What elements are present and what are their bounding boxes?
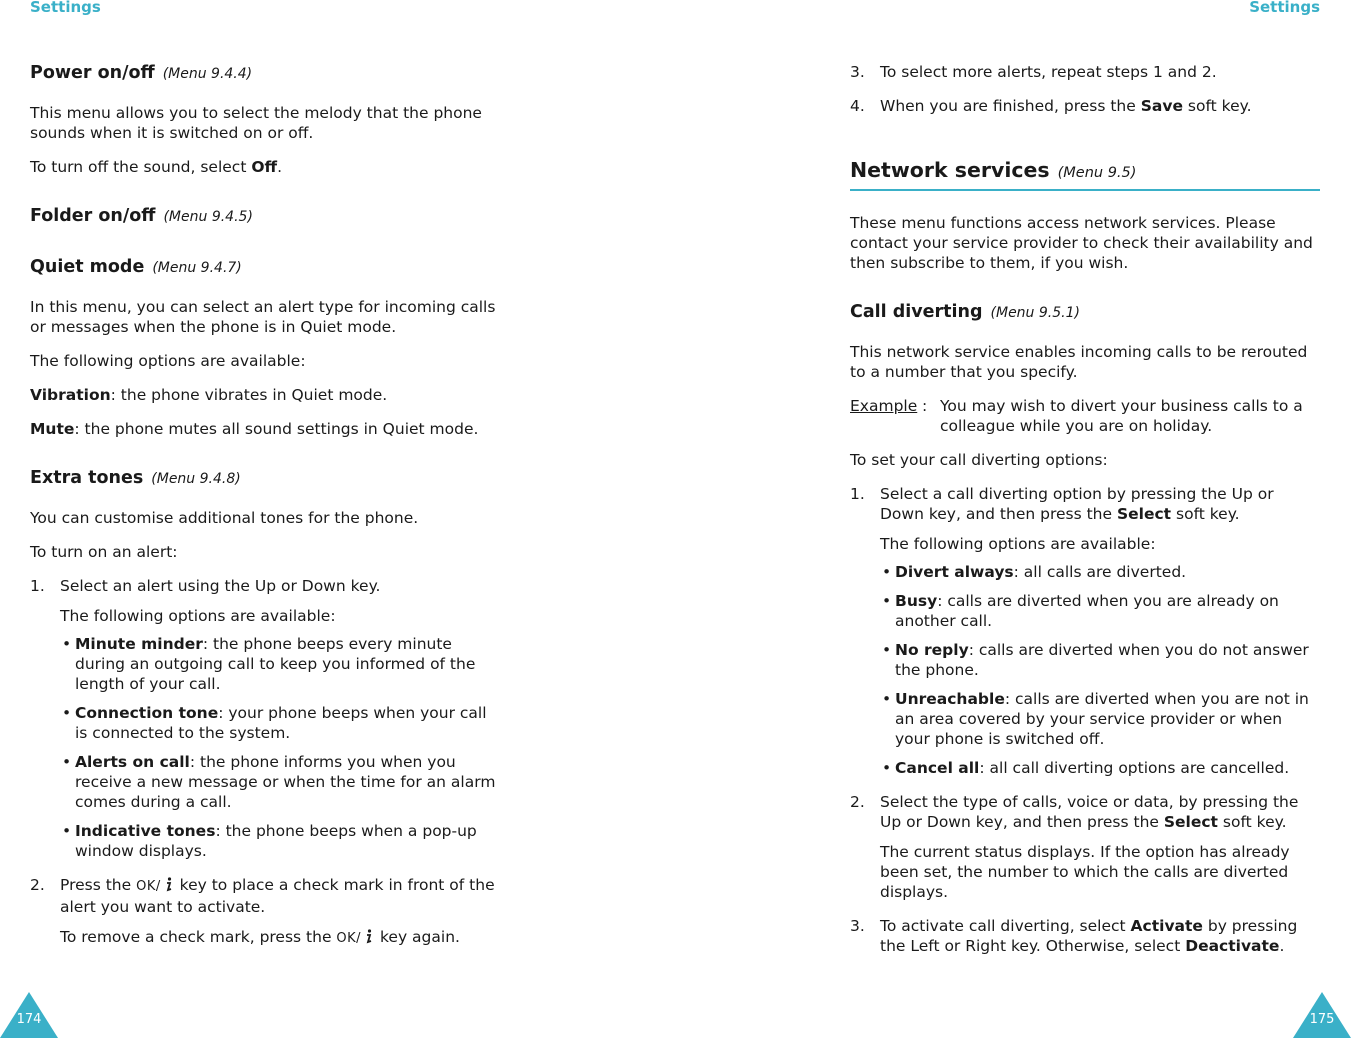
heading-power-on-off: Power on/off — [30, 63, 155, 83]
paragraph: In this menu, you can select an alert type for incoming calls or messages when the phone is in Quiet mode. — [30, 298, 496, 336]
bullet-divert-always: • Divert always: all calls are diverted. — [880, 562, 1320, 582]
bullet-list — [880, 562, 1320, 778]
paragraph: You can customise additional tones for the phone. — [30, 509, 419, 527]
list-item: 1. Select a call diverting option by pressing the Up or Down key, and then press the Select soft key. The following options are available: • Divert always: all calls are diverted. • Busy: calls are diverted when you are already on another call. • No reply: calls are diverted when you do not answer the phone. • Unreachable: calls are diverted when you are not in an area covered by your service provider or when your phone is switched off. • Cancel all: all call diverting options are cancelled. — [850, 484, 1320, 778]
bullet-no-reply: • No reply: calls are diverted when you do not answer the phone. — [880, 640, 1320, 680]
info-icon — [163, 877, 173, 897]
section-quiet-mode — [30, 256, 498, 439]
info-icon — [363, 929, 373, 949]
bullet-unreachable: • Unreachable: calls are diverted when you are not in an area covered by your service provider or when your phone is switched off. — [880, 689, 1320, 749]
list-item: 3. To activate call diverting, select Activate by pressing the Left or Right key. Otherwise, select Deactivate. — [850, 917, 1298, 955]
heading-extra-tones: Extra tones — [30, 468, 144, 488]
steps-continued — [850, 62, 1320, 116]
heading-folder-on-off: Folder on/off — [30, 206, 156, 226]
bullet-busy: • Busy: calls are diverted when you are already on another call. — [880, 591, 1320, 631]
right-page — [820, 0, 1351, 1038]
paragraph: To set your call diverting options: — [850, 451, 1108, 469]
menu-ref: (Menu 9.4.8) — [151, 471, 241, 487]
running-head-left: Settings — [30, 0, 101, 16]
paragraph: To turn on an alert: — [30, 543, 178, 561]
running-head-right: Settings — [1249, 0, 1320, 16]
section-call-diverting — [850, 301, 1320, 956]
bullet-alerts-on-call: • Alerts on call: the phone informs you when you receive a new message or when the time for an alarm comes during a call. — [60, 752, 498, 812]
paragraph: This menu allows you to select the melody that the phone sounds when it is switched on or off. — [30, 104, 482, 142]
menu-ref: (Menu 9.5.1) — [990, 305, 1080, 321]
bullet-minute-minder: • Minute minder: the phone beeps every minute during an outgoing call to keep you informed of the length of your call. — [60, 634, 498, 694]
heading-call-diverting: Call diverting — [850, 302, 983, 322]
section-folder-on-off — [30, 205, 498, 228]
menu-ref: (Menu 9.4.7) — [152, 260, 242, 276]
steps-list — [850, 484, 1320, 956]
paragraph: These menu functions access network services. Please contact your service provider to check their availability and then subscribe to them, if you wish. — [850, 214, 1313, 272]
right-content — [850, 62, 1320, 956]
bullet-connection-tone: • Connection tone: your phone beeps when your call is connected to the system. — [60, 703, 498, 743]
section-network-services — [850, 158, 1320, 273]
section-power-on-off — [30, 62, 498, 177]
left-page — [0, 0, 520, 1038]
option-mute: Mute: the phone mutes all sound settings in Quiet mode. — [30, 420, 479, 438]
option-vibration: Vibration: the phone vibrates in Quiet mode. — [30, 386, 388, 404]
example-note: Example : You may wish to divert your business calls to a colleague while you are on holiday. — [850, 397, 1303, 435]
list-item: 2. Press the OK/ key to place a check mark in front of the alert you want to activate. To remove a check mark, press the OK/ key again. — [30, 875, 498, 949]
paragraph: To turn off the sound, select Off. — [30, 158, 283, 176]
heading-quiet-mode: Quiet mode — [30, 257, 145, 277]
page-number-left: 174 — [0, 992, 58, 1038]
heading-network-services: Network services — [850, 158, 1050, 182]
list-item: 3. To select more alerts, repeat steps 1 and 2. — [850, 63, 1217, 81]
page-number-right: 175 — [1293, 992, 1351, 1038]
bullet-list — [60, 634, 498, 861]
steps-list — [30, 576, 498, 949]
bullet-cancel-all: • Cancel all: all call diverting options are cancelled. — [880, 758, 1320, 778]
menu-ref: (Menu 9.4.4) — [162, 66, 253, 82]
bullet-indicative-tones: • Indicative tones: the phone beeps when a pop-up window displays. — [60, 821, 498, 861]
menu-ref: (Menu 9.5) — [1057, 165, 1137, 181]
list-item: 4. When you are finished, press the Save soft key. — [850, 97, 1252, 115]
menu-ref: (Menu 9.4.5) — [163, 209, 253, 225]
left-content — [30, 62, 498, 949]
paragraph: The following options are available: — [30, 352, 306, 370]
section-extra-tones — [30, 467, 498, 949]
list-item: 2. Select the type of calls, voice or data, by pressing the Up or Down key, and then press the Select soft key. The current status displays. If the option has already been set, the number to which the calls are diverted displays. — [850, 793, 1299, 901]
paragraph: This network service enables incoming calls to be rerouted to a number that you specify. — [850, 343, 1308, 381]
list-item: 1. Select an alert using the Up or Down key. The following options are available: • Minute minder: the phone beeps every minute during an outgoing call to keep you informed of the length of your call. • Connection tone: your phone beeps when your call is connected to the system. • Alerts on call: the phone informs you when you receive a new message or when the time for an alarm comes during a call. • Indicative tones: the phone beeps when a pop-up window displays. — [30, 576, 498, 861]
